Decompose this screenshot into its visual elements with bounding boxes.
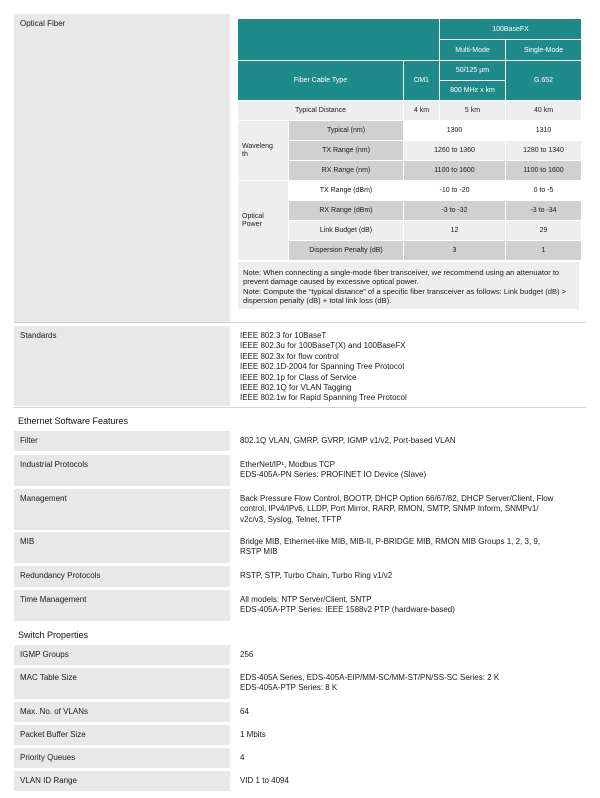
optical-power-sm-value: 1	[506, 241, 581, 260]
spec-row-filter	[14, 431, 586, 451]
single-mode-header: Single-Mode	[506, 40, 581, 60]
optical-power-mm-value: 3	[404, 241, 505, 260]
mm-bandwidth-cell: 800 MHz x km	[440, 81, 505, 100]
optical-power-sm-value: -3 to -34	[506, 201, 581, 220]
spec-row-redundancy-protocols	[14, 566, 586, 587]
spec-label: IGMP Groups	[14, 645, 230, 665]
spec-line: RSTP, STP, Turbo Chain, Turbo Ring v1/v2	[240, 571, 393, 580]
spec-line: EDS-405A-PTP Series: IEEE 1588v2 PTP (hardware-based)	[240, 605, 455, 615]
om1-cell: OM1	[404, 61, 439, 100]
spec-label: Time Management	[14, 590, 230, 621]
spec-line: 256	[240, 650, 254, 659]
standard-line: IEEE 802.1D-2004 for Spanning Tree Protocol	[240, 362, 405, 372]
spec-line: Back Pressure Flow Control, BOOTP, DHCP Option 66/67/82, DHCP Server/Client, Flow	[240, 494, 554, 503]
spec-line: 802.1Q VLAN, GMRP, GVRP, IGMP v1/v2, Port-based VLAN	[240, 436, 456, 445]
spec-value	[234, 748, 586, 768]
spec-row-packet-buffer-size	[14, 725, 586, 745]
spec-label: Packet Buffer Size	[14, 725, 230, 745]
spec-line: VID 1 to 4094	[240, 776, 289, 785]
wavelength-mm-value: 1100 to 1600	[404, 161, 505, 180]
optical-power-label: Optical Power	[238, 181, 288, 260]
spec-line: EtherNet/IP¹, Modbus TCP	[240, 460, 335, 469]
spec-row-mib	[14, 532, 586, 563]
standards-value	[234, 326, 586, 406]
typical-distance-mm: 5 km	[440, 101, 505, 120]
standard-line: IEEE 802.1Q for VLAN Tagging	[240, 383, 352, 393]
spec-row-priority-queues	[14, 748, 586, 768]
spec-value	[234, 590, 586, 621]
spec-label: Priority Queues	[14, 748, 230, 768]
mm-core-cell: 50/125 µm	[440, 61, 505, 80]
spec-value	[234, 566, 586, 587]
typical-distance-label: Typical Distance	[238, 101, 403, 120]
fiber-header-blank	[238, 19, 439, 60]
spec-line: All models: NTP Server/Client, SNTP	[240, 595, 372, 604]
spec-line: control, IPv4/IPv6, LLDP, Port Mirror, RARP, RMON, SMTP, SNMP Inform, SNMPv1/	[240, 504, 539, 514]
spec-value	[234, 532, 586, 563]
wavelength-row-label: TX Range (nm)	[289, 141, 403, 160]
wavelength-sm-value: 1280 to 1340	[506, 141, 581, 160]
spec-label: Industrial Protocols	[14, 455, 230, 486]
spec-value	[234, 725, 586, 745]
optical-power-row-label: Dispersion Penalty (dB)	[289, 241, 403, 260]
optical-fiber-label: Optical Fiber	[14, 14, 230, 322]
spec-label: Max. No. of VLANs	[14, 702, 230, 722]
spec-row-mac-table-size	[14, 668, 586, 699]
wavelength-row-label: Typical (nm)	[289, 121, 403, 140]
divider	[14, 322, 586, 323]
spec-label: VLAN ID Range	[14, 771, 230, 791]
spec-line: 1 Mbits	[240, 730, 266, 739]
section-title-ethernet-software: Ethernet Software Features	[18, 416, 129, 426]
spec-line: 4	[240, 753, 245, 762]
standard-line: IEEE 802.3x for flow control	[240, 351, 339, 361]
spec-value	[234, 489, 586, 530]
spec-line: v2c/v3, Syslog, Telnet, TFTP	[240, 514, 342, 524]
spec-row-igmp-groups	[14, 645, 586, 665]
spec-value	[234, 668, 586, 699]
optical-power-mm-value: -3 to -32	[404, 201, 505, 220]
spec-value	[234, 645, 586, 665]
standard-line: IEEE 802.1p for Class of Service	[240, 372, 357, 382]
wavelength-label: Wavelength	[238, 121, 288, 180]
optical-power-mm-value: 12	[404, 221, 505, 240]
optical-power-row-label: RX Range (dBm)	[289, 201, 403, 220]
standard-line: IEEE 802.3u for 100BaseT(X) and 100BaseFX	[240, 341, 406, 351]
spec-label: Management	[14, 489, 230, 530]
spec-value	[234, 431, 586, 451]
spec-line: Bridge MIB, Ethernet-like MIB, MIB-II, P-BRIDGE MIB, RMON MIB Groups 1, 2, 3, 9,	[240, 537, 541, 546]
standard-line: IEEE 802.3 for 10BaseT	[240, 331, 327, 340]
spec-value	[234, 455, 586, 486]
wavelength-sm-value: 1310	[506, 121, 581, 140]
spec-row-management	[14, 489, 586, 530]
wavelength-mm-value: 1260 to 1360	[404, 141, 505, 160]
optical-power-sm-value: 29	[506, 221, 581, 240]
standard-line: IEEE 802.1w for Rapid Spanning Tree Protocol	[240, 393, 407, 403]
spec-label: MIB	[14, 532, 230, 563]
wavelength-row-label: RX Range (nm)	[289, 161, 403, 180]
wavelength-sm-value: 1100 to 1600	[506, 161, 581, 180]
multi-mode-header-cell: Multi-Mode	[440, 40, 505, 60]
spec-value	[234, 771, 586, 791]
optical-power-row-label: TX Range (dBm)	[289, 181, 403, 200]
fiber-note: Note: Compute the “typical distance” of a specific fiber transceiver as follows: Link budget (dB) > dispersion penalty (dB) + total link loss (dB).	[243, 286, 567, 305]
optical-power-sm-value: 0 to -5	[506, 181, 581, 200]
spec-line: EDS-405A-PN Series: PROFINET IO Device (Slave)	[240, 470, 427, 480]
fiber-header-100basefx: 100BaseFX	[440, 19, 581, 39]
spec-label: MAC Table Size	[14, 668, 230, 699]
spec-label: Filter	[14, 431, 230, 451]
standards-label: Standards	[14, 326, 230, 406]
spec-row-vlan-id-range	[14, 771, 586, 791]
spec-label: Redundancy Protocols	[14, 566, 230, 587]
spec-line: EDS-405A-PTP Series: 8 K	[240, 683, 338, 693]
spec-value	[234, 702, 586, 722]
spec-row-max-vlans	[14, 702, 586, 722]
fiber-spec-table	[237, 18, 580, 310]
optical-power-row-label: Link Budget (dB)	[289, 221, 403, 240]
spec-line: EDS-405A Series, EDS-405A-EIP/MM-SC/MM-ST/PN/SS-SC Series: 2 K	[240, 673, 500, 682]
optical-power-mm-value: -10 to -20	[404, 181, 505, 200]
section-title-switch-properties: Switch Properties	[18, 630, 89, 640]
typical-distance-sm: 40 km	[506, 101, 581, 120]
fiber-notes	[238, 262, 579, 309]
g652-cell: G.652	[506, 61, 581, 100]
fiber-note: Note: When connecting a single-mode fiber transceiver, we recommend using an attenuator to prevent damage caused by excessive optical power.	[243, 268, 560, 287]
divider	[14, 407, 586, 408]
typical-distance-om1: 4 km	[404, 101, 439, 120]
fiber-cable-type-label: Fiber Cable Type	[238, 61, 403, 100]
wavelength-mm-value: 1300	[404, 121, 505, 140]
spec-row-industrial-protocols	[14, 455, 586, 486]
spec-line: RSTP MIB	[240, 547, 278, 557]
spec-row-time-management	[14, 590, 586, 621]
standards-row	[14, 326, 586, 406]
spec-line: 64	[240, 707, 249, 716]
